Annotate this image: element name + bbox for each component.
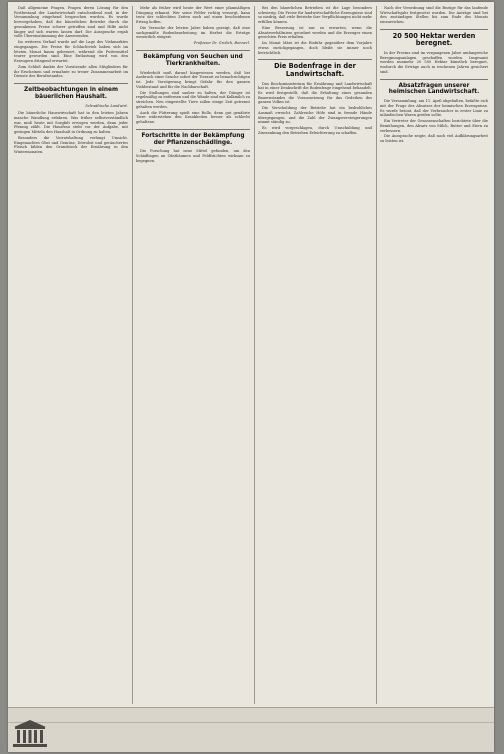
article-paragraph: Im Monat März ist die Einfuhr gegenüber dem Vorjahre etwas zurückgegangen, doch bleibt sie immer noch beträchtlich.: [258, 41, 372, 55]
article-headline: Fortschritte in der Bekämpfung der Pflanzenschädlinge.: [136, 129, 250, 147]
article-paragraph: Nach der Verordnung sind die Bezüge für das laufende Wirtschaftsjahr festgesetzt worden. Die Anträge sind bei den zuständigen Stellen bis zum Ende des Monats einzureichen.: [380, 6, 488, 25]
article-paragraph: Zum Schluß dankte der Vorsitzende allen Mitgliedern für ihr Erscheinen und ermahnte zu treuer Zusammenarbeit im Dienste des Berufsstandes.: [14, 64, 128, 79]
article-headline: Zeitbeobachtungen in einem bäuerlichen Haushalt.: [14, 83, 128, 101]
article-headline: Bekämpfung von Seuchen und Tierkrankheiten.: [136, 50, 250, 68]
column-1: [14, 6, 128, 704]
article-headline: 20 500 Hektar werden beregnet.: [380, 29, 488, 48]
article-paragraph: Die Aussprache zeigte, daß noch viel Aufklärungsarbeit zu leisten ist.: [380, 134, 488, 144]
column-3: [258, 6, 372, 704]
article-paragraph: Daß allgemeine Fragen, Fragen deren Lösung für den Fortbestand der Landwirtschaft entscheidend sind, in der Versammlung eingehend besprochen wurden. Es wurde hervorgehoben, daß die bäuerlichen Betriebe durch die gesunkenen Preise schwer getroffen sind und Hilfe nicht länger auf sich warten lassen darf. Die Aussprache ergab volle Übereinstimmung der Anwesenden.: [14, 6, 128, 39]
library-building-icon: [12, 718, 48, 748]
article-paragraph: Es wird vorgeschlagen, durch Umschuldung und Zinssenkung den Betrieben Erleichterung zu schaffen.: [258, 126, 372, 135]
article-paragraph: Bei den bäuerlichen Betrieben ist die Lage besonders schwierig. Die Preise für landwirtschaftliche Erzeugnisse sind so niedrig, daß viele Betriebe ihre Verpflichtungen nicht mehr erfüllen können.: [258, 6, 372, 25]
column-rule: [132, 6, 133, 704]
article-paragraph: Das Reichsministerium für Ernährung und Landwirtschaft hat in einer Denkschrift die Bodenfrage eingehend behandelt. Es wird festgestellt, daß die Erhaltung eines gesunden Bauernstandes die Voraussetzung für das Gedeihen des ganzen Volkes ist.: [258, 81, 372, 105]
article-paragraph: Auch die Fütterung spielt eine Rolle, denn gut genährte Tiere widerstehen den Krankheiten besser als schlecht gehaltene.: [136, 110, 250, 124]
newspaper-page: [8, 2, 494, 752]
library-footer: [8, 707, 494, 752]
article-paragraph: Die Forschung hat neue Mittel gefunden, um den Schädlingen an Obstbäumen und Feldfrüchten wirksam zu begegnen.: [136, 149, 250, 163]
article-headline: Die Bodenfrage in der Landwirtschaft.: [258, 59, 372, 78]
article-paragraph: Wiederholt muß darauf hingewiesen werden, daß bei Ausbruch einer Seuche sofort der Tierarzt zu benachrichtigen ist. Jede Verzögerung bringt Gefahr für den ganzen Viehbestand und für die Nachbarschaft.: [136, 70, 250, 89]
article-paragraph: Die Stallungen sind sauber zu halten, der Dünger ist regelmäßig zu entfernen und die Wände sind mit Kalkmilch zu streichen. Neu eingestellte Tiere sollen einige Zeit getrennt gehalten werden.: [136, 90, 250, 109]
article-byline: Schwäbische Landwirt.: [85, 103, 128, 108]
article-paragraph: Mehr als früher wird heute der Wert einer planmäßigen Düngung erkannt. Wer seine Felder richtig versorgt, kann trotz der schlechten Zeiten noch auf einen bescheidenen Ertrag hoffen.: [136, 6, 250, 25]
article-paragraph: Die Verschuldung der Betriebe hat ein bedrohliches Ausmaß erreicht. Zahlreiche Höfe sind in fremde Hände übergegangen, und die Zahl der Zwangsversteigerungen nimmt ständig zu.: [258, 106, 372, 125]
article-byline: Professor Dr. Grolich, Bonnerl.: [193, 41, 250, 46]
column-2: [136, 6, 250, 704]
column-rule: [254, 6, 255, 704]
article-headline: Absatzfragen unserer heimischen Landwirtschaft.: [380, 79, 488, 97]
article-paragraph: Die bäuerliche Hauswirtschaft hat in den letzten Jahren manche Wandlung erfahren. Was früher selbstverständlich war, muß heute mit Sorgfalt erwogen werden, denn jeder Pfennig zählt. Die Hausfrau steht vor der Aufgabe, mit geringen Mitteln den Haushalt in Ordnung zu halten.: [14, 111, 128, 135]
column-rule: [376, 6, 377, 704]
article-paragraph: Ein Vertreter der Genossenschaften berichtete über die Bemühungen, den Absatz von Milch, Butter und Eiern zu verbessern.: [380, 119, 488, 133]
column-4: [380, 6, 488, 704]
article-paragraph: In der Provinz sind im vergangenen Jahre umfangreiche Beregnungsanlagen geschaffen worden. Insgesamt werden nunmehr 20 500 Hektar künstlich beregnet, wodurch die Erträge auch in trockenen Jahren gesichert sind.: [380, 51, 488, 74]
article-paragraph: Im weiteren Verlauf wurde auf die Lage des Viehmarktes eingegangen. Die Preise für Schlachtvieh haben sich im letzten Monat kaum gebessert, während die Futtermittel teurer geworden sind. Eine Entlastung wird von den Erzeugern dringend erwartet.: [14, 40, 128, 63]
article-paragraph: Besonders die Vorratshaltung verlangt Umsicht. Eingemachtes Obst und Gemüse, Dörrobst und geräuchertes Fleisch bilden den Grundstock der Ernährung in den Wintermonaten.: [14, 135, 128, 155]
article-paragraph: Eine Besserung ist nur zu erwarten, wenn die Absatzverhältnisse geordnet werden und die Erzeuger einen gerechten Preis erhalten.: [258, 26, 372, 40]
fold-line: [8, 722, 494, 723]
article-paragraph: Die Versammlung, am 11. April abgehalten, befaßte sich mit der Frage des Absatzes der heimischen Erzeugnisse. Es wurde betont, daß der Verbraucher in erster Linie zu inländischen Waren greifen sollte.: [380, 99, 488, 118]
article-paragraph: Die Versuche der letzten Jahre haben gezeigt, daß eine sachgemäße Bodenbearbeitung im Herbst die Erträge wesentlich steigert.: [136, 26, 250, 40]
